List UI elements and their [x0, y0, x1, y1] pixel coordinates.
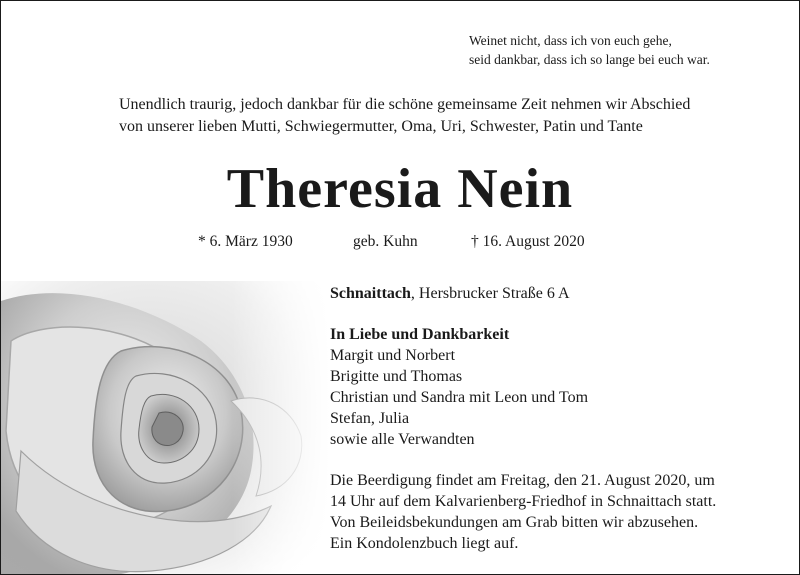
intro-line: von unserer lieben Mutti, Schwiegermutter, Oma, Uri, Schwester, Patin und Tante: [119, 117, 643, 135]
street-address: , Hersbrucker Straße 6 A: [410, 285, 570, 302]
birth-date: * 6. März 1930: [198, 233, 293, 250]
mourner-line: Brigitte und Thomas: [330, 368, 463, 385]
mourner-line: Stefan, Julia: [330, 410, 410, 427]
funeral-line: Die Beerdigung findet am Freitag, den 21. August 2020, um: [330, 472, 715, 489]
funeral-line: Von Beileidsbekundungen am Grab bitten wir abzusehen.: [330, 514, 699, 531]
mourner-line: sowie alle Verwandten: [330, 431, 475, 448]
intro-line: Unendlich traurig, jedoch dankbar für die schöne gemeinsame Zeit nehmen wir Abschied: [119, 96, 691, 113]
funeral-line: 14 Uhr auf dem Kalvarienberg-Friedhof in Schnaittach statt.: [330, 493, 717, 510]
town-name: Schnaittach: [330, 285, 411, 302]
rose-photo: [1, 281, 331, 574]
mourners-heading: In Liebe und Dankbarkeit: [330, 326, 510, 343]
mourner-line: Margit und Norbert: [330, 347, 456, 364]
mourner-line: Christian und Sandra mit Leon und Tom: [330, 389, 589, 406]
poem: [469, 31, 769, 69]
poem-line: seid dankbar, dass ich so lange bei euch war.: [469, 52, 710, 67]
notice-details: [330, 283, 780, 554]
death-date: † 16. August 2020: [471, 233, 585, 250]
maiden-name: geb. Kuhn: [353, 233, 418, 250]
intro-text: [119, 94, 759, 137]
funeral-line: Ein Kondolenzbuch liegt auf.: [330, 535, 519, 552]
address-line: [330, 283, 780, 304]
poem-line: Weinet nicht, dass ich von euch gehe,: [469, 33, 672, 48]
deceased-name: Theresia Nein: [226, 158, 574, 220]
